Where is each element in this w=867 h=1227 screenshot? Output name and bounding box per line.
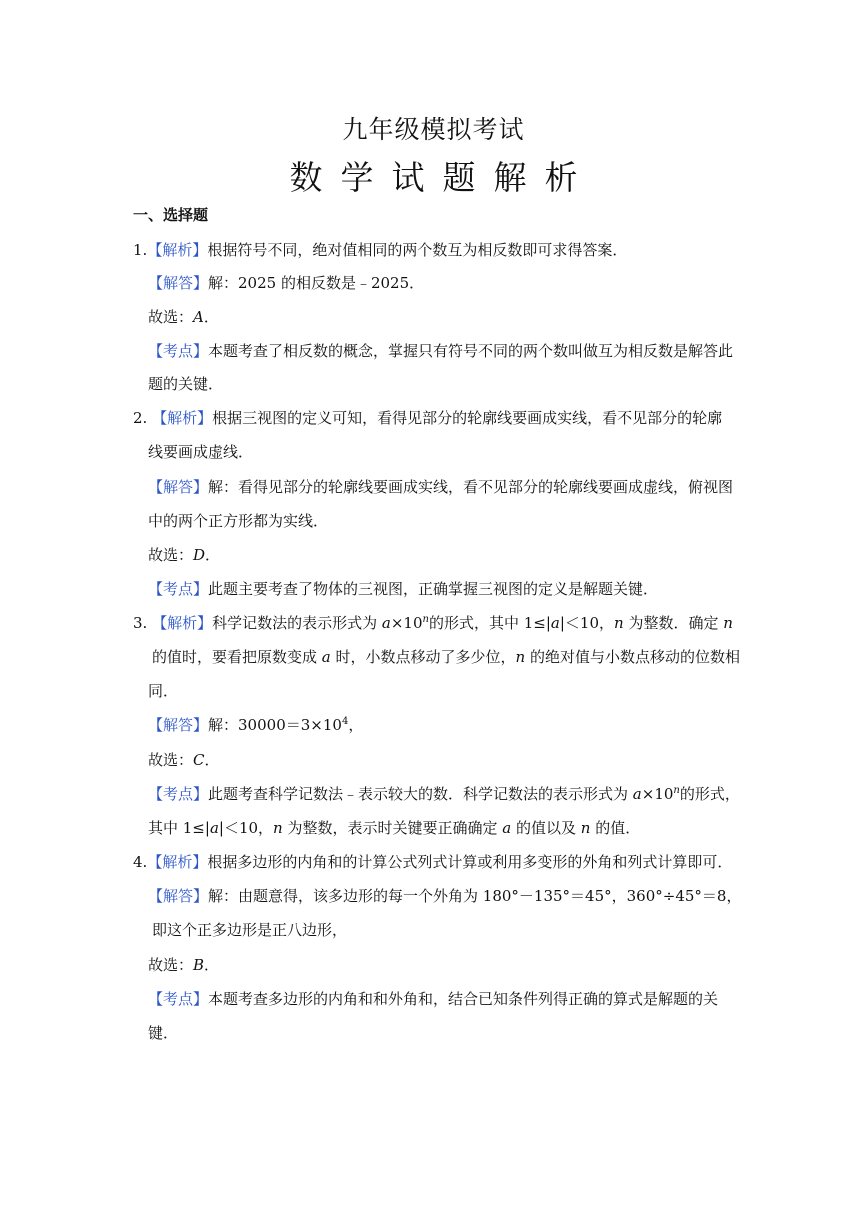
- var-n: n: [580, 819, 591, 837]
- q2-analysis-cont: 线要画成虚线．: [148, 443, 254, 461]
- q3-answer: [148, 715, 363, 735]
- q1-answer: [148, 273, 424, 293]
- q3-point-text: 此题考查科学记数法﹣表示较大的数．科学记数法的表示形式为: [208, 785, 633, 803]
- q3-analysis-text: 的形式，其中 1≤|: [428, 614, 551, 632]
- q1-analysis: [133, 240, 627, 260]
- q3-analysis-text: 的值时，要看把原数变成: [152, 648, 322, 666]
- var-a: a: [209, 819, 219, 837]
- q4-answer-text: 解：由题意得，该多边形的每一个外角为 180°－135°＝45°，360°÷45°＝8，: [208, 887, 742, 905]
- exp-n: n: [422, 614, 429, 625]
- q3-answer-text: ，: [348, 716, 364, 734]
- q2-answer: [148, 477, 733, 497]
- q1-answer-text: 解：2025 的相反数是﹣2025．: [208, 274, 425, 292]
- q4-choice: 故选：B．: [148, 956, 220, 974]
- q3-point-text: 的形式，: [679, 785, 740, 803]
- q1-analysis-text: 根据符号不同，绝对值相同的两个数互为相反数即可求得答案．: [207, 241, 628, 259]
- var-a: a: [321, 648, 331, 666]
- var-n: n: [273, 819, 283, 837]
- q2-point: [148, 579, 658, 599]
- times-ten: ×10: [641, 785, 674, 803]
- q1-number: 1.: [133, 241, 148, 259]
- q4-point-text: 本题考查多边形的内角和和外角和，结合已知条件列得正确的算式是解题的关: [208, 990, 719, 1008]
- choice-letter: C: [193, 751, 205, 769]
- q3-point-text: 其中 1≤|: [148, 819, 210, 837]
- q3-point: [148, 784, 740, 804]
- q3-point-cont: [148, 818, 640, 838]
- var-n: n: [515, 648, 526, 666]
- point-tag: 【考点】: [148, 785, 209, 803]
- times-ten: ×10: [390, 614, 423, 632]
- q4-answer: [148, 886, 741, 906]
- analysis-tag: 【解析】: [147, 241, 208, 259]
- var-a: a: [632, 785, 642, 803]
- q2-answer-text: 解：看得见部分的轮廓线要画成实线，看不见部分的轮廓线要画成虚线，俯视图: [208, 478, 734, 496]
- analysis-tag: 【解析】: [147, 853, 208, 871]
- q3-point-text: 的值以及: [511, 819, 581, 837]
- q3-point-text: 的值．: [590, 819, 641, 837]
- q4-analysis: [133, 852, 732, 872]
- q3-analysis-cont2: 同．: [148, 682, 179, 700]
- q2-analysis-text: 根据三视图的定义可知，看得见部分的轮廓线要画成实线，看不见部分的轮廓: [212, 409, 723, 427]
- answer-tag: 【解答】: [148, 887, 209, 905]
- q2-answer-cont: 中的两个正方形都为实线．: [148, 512, 329, 530]
- q4-number: 4.: [133, 853, 148, 871]
- q2-point-text: 此题主要考查了物体的三视图，正确掌握三视图的定义是解题关键．: [208, 580, 659, 598]
- q3-point-text: |＜10，: [218, 819, 274, 837]
- q3-analysis-text: |＜10，: [559, 614, 614, 632]
- choice-prefix: 故选：: [148, 956, 194, 974]
- q3-analysis-text: 的绝对值与小数点移动的位数相: [525, 648, 740, 666]
- var-n: n: [723, 614, 733, 632]
- choice-prefix: 故选：: [148, 546, 194, 564]
- page-title: 九年级模拟考试: [342, 115, 525, 144]
- choice-prefix: 故选：: [148, 751, 194, 769]
- q3-analysis-text: 为整数．确定: [623, 614, 724, 632]
- q4-point-cont: 键．: [148, 1024, 179, 1042]
- q3-point-text: 为整数，表示时关键要正确确定: [282, 819, 503, 837]
- q1-point-text: 本题考查了相反数的概念，掌握只有符号不同的两个数叫做互为相反数是解答此: [208, 342, 734, 360]
- q2-analysis: [133, 408, 722, 428]
- q3-analysis-text: 时，小数点移动了多少位，: [330, 648, 516, 666]
- q1-choice: 故选：A．: [148, 308, 219, 326]
- q4-answer-cont: 即这个正多边形是正八边形，: [152, 921, 348, 939]
- choice-letter: B: [193, 956, 205, 974]
- analysis-tag: 【解析】: [152, 614, 213, 632]
- q3-analysis: [133, 613, 733, 633]
- var-n: n: [614, 614, 624, 632]
- section-heading: 一、选择题: [133, 206, 209, 224]
- q3-analysis-text: 科学记数法的表示形式为: [212, 614, 382, 632]
- q3-analysis-cont: [152, 647, 740, 667]
- answer-tag: 【解答】: [148, 274, 209, 292]
- q3-answer-text: 解：30000＝3×10: [208, 716, 342, 734]
- q3-number: 3.: [133, 614, 148, 632]
- answer-exponent: 4: [341, 716, 349, 727]
- q2-choice: 故选：D．: [148, 546, 221, 564]
- analysis-tag: 【解析】: [152, 409, 213, 427]
- q3-choice: 故选：C．: [148, 751, 220, 769]
- point-tag: 【考点】: [148, 580, 209, 598]
- q4-point: [148, 989, 718, 1009]
- page-subtitle: 数学试题解析: [289, 158, 596, 197]
- var-a: a: [550, 614, 560, 632]
- exp-n: n: [673, 785, 680, 796]
- var-a: a: [502, 819, 512, 837]
- choice-letter: A: [193, 308, 204, 326]
- point-tag: 【考点】: [148, 990, 209, 1008]
- choice-letter: D: [193, 546, 206, 564]
- q4-analysis-text: 根据多边形的内角和的计算公式列式计算或利用多变形的外角和列式计算即可．: [207, 853, 733, 871]
- q1-point-cont: 题的关键．: [148, 375, 224, 393]
- q1-point: [148, 341, 733, 361]
- var-a: a: [381, 614, 391, 632]
- q2-number: 2.: [133, 409, 148, 427]
- answer-tag: 【解答】: [148, 716, 209, 734]
- choice-prefix: 故选：: [148, 308, 194, 326]
- point-tag: 【考点】: [148, 342, 209, 360]
- answer-tag: 【解答】: [148, 478, 209, 496]
